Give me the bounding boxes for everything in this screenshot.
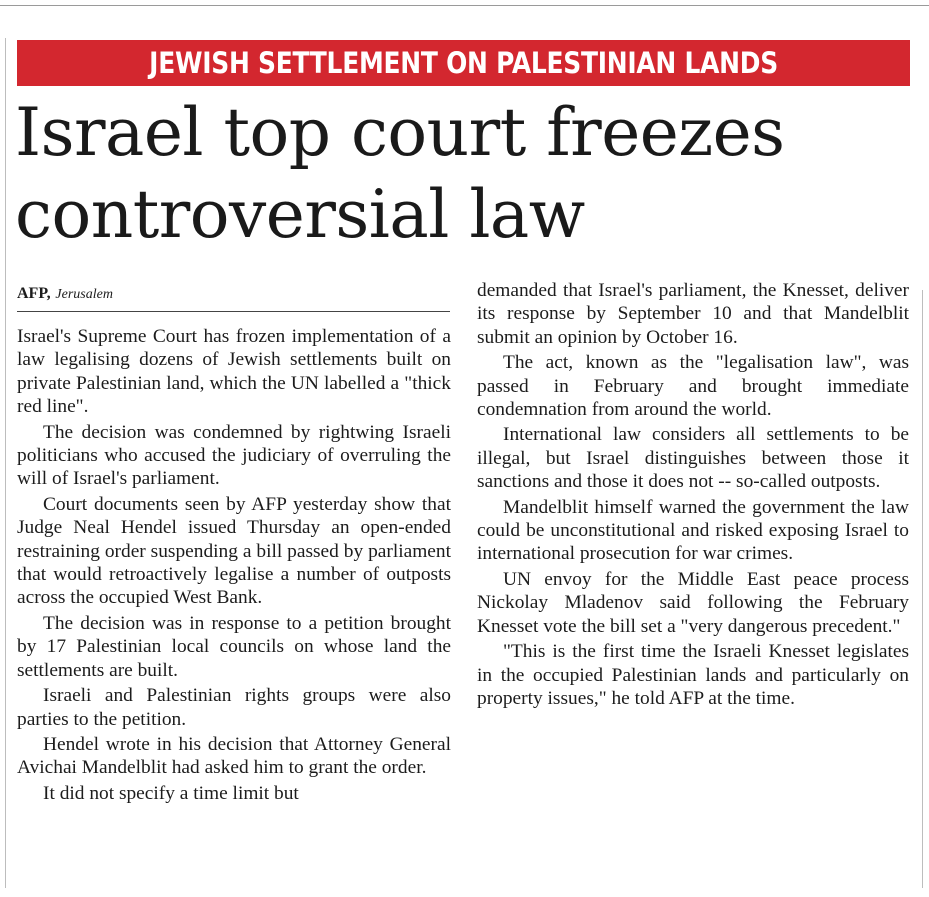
paragraph: It did not specify a time limit but	[43, 782, 299, 804]
paragraph: Mandelblit himself warned the government the law could be unconstitutional and risked exposing Israel to international prosecution for war crimes.	[477, 496, 909, 565]
byline	[17, 283, 113, 305]
paragraph: Israeli and Palestinian rights groups were also parties to the petition.	[17, 685, 451, 730]
headline-line-1: Israel top court freezes	[15, 94, 785, 171]
left-border-rule	[5, 38, 6, 888]
paragraph: International law considers all settlements to be illegal, but Israel distinguishes between those it sanctions and those it does not -- so-called outposts.	[477, 424, 909, 493]
byline-divider	[17, 311, 450, 312]
paragraph: Hendel wrote in his decision that Attorney General Avichai Mandelblit had asked him to grant the order.	[17, 733, 451, 779]
headline-line-2: controversial law	[15, 176, 585, 253]
paragraph: The decision was condemned by rightwing Israeli politicians who accused the judiciary of overruling the will of Israel's parliament.	[17, 421, 451, 490]
article-column-2	[477, 279, 909, 712]
byline-place: Jerusalem	[55, 287, 113, 302]
paragraph: The decision was in response to a petition brought by 17 Palestinian local councils on whose land the settlements are built.	[17, 612, 451, 681]
article-column-1	[17, 325, 451, 807]
kicker-text: JEWISH SETTLEMENT ON PALESTINIAN LANDS	[149, 46, 778, 80]
right-border-rule	[922, 290, 923, 888]
paragraph: Israel's Supreme Court has frozen implementation of a law legalising dozens of Jewish settlements built on private Palestinian land, which the UN labelled a "thick red line".	[17, 326, 451, 418]
section-kicker-banner	[17, 40, 910, 86]
paragraph: UN envoy for the Middle East peace process Nickolay Mladenov said following the February Knesset vote the bill set a "very dangerous precedent."	[477, 568, 909, 637]
top-border-rule	[0, 5, 929, 6]
paragraph: "This is the first time the Israeli Knesset legislates in the occupied Palestinian lands and particularly on property issues," he told AFP at the time.	[477, 641, 909, 709]
paragraph-continued: demanded that Israel's parliament, the Knesset, deliver its response by September 10 and that Mandelblit submit an opinion by October 16.	[477, 280, 909, 348]
paragraph: The act, known as the "legalisation law", was passed in February and brought immediate condemnation from around the world.	[477, 352, 909, 421]
byline-agency: AFP,	[17, 285, 51, 302]
paragraph: Court documents seen by AFP yesterday show that Judge Neal Hendel issued Thursday an open-ended restraining order suspending a bill passed by parliament that would retroactively legalise a number of outposts across the occupied West Bank.	[17, 493, 451, 609]
headline	[15, 92, 915, 256]
